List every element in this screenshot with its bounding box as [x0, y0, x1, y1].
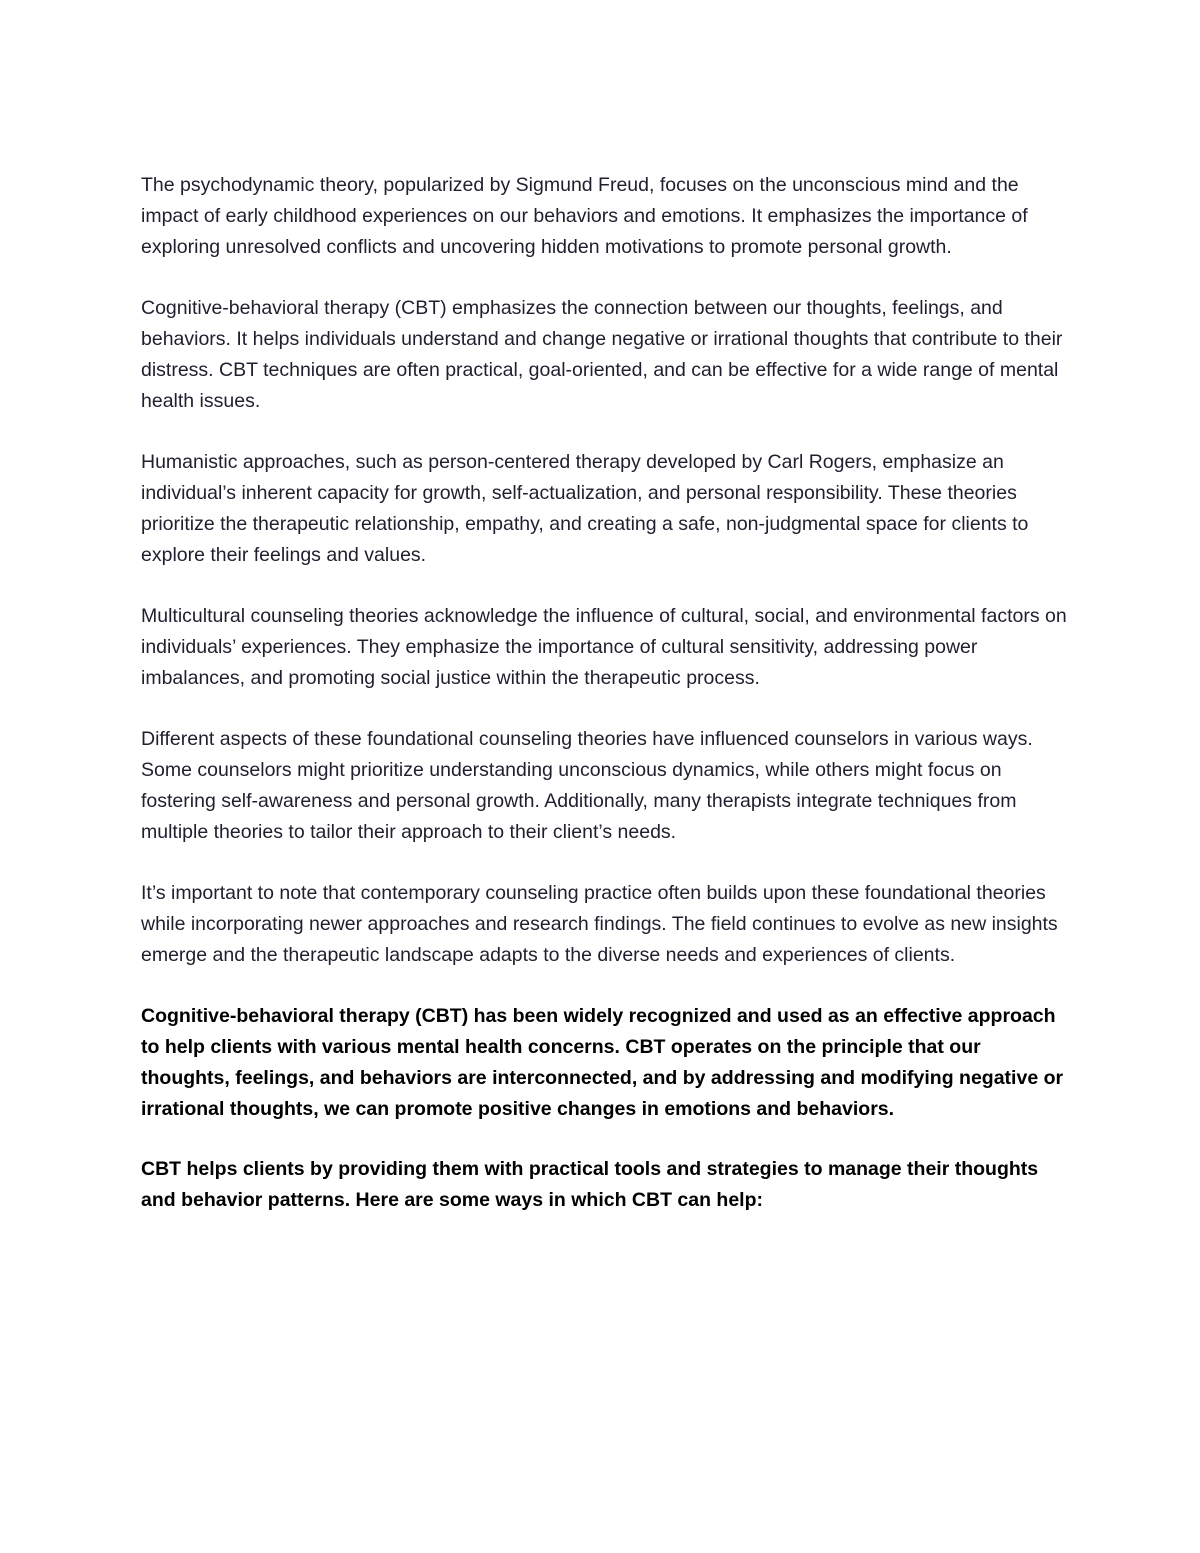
- document-body: [141, 170, 1071, 1245]
- paragraph-humanistic: Humanistic approaches, such as person-centered therapy developed by Carl Rogers, emphasize an individual’s inherent capacity for growth, self-actualization, and personal responsibility. These theories prioritize the therapeutic relationship, empathy, and creating a safe, non-judgmental space for clients to explore their feelings and values.: [141, 451, 1029, 566]
- paragraph-cbt-intro: Cognitive-behavioral therapy (CBT) emphasizes the connection between our thoughts, feelings, and behaviors. It helps individuals understand and change negative or irrational thoughts that contribute to their distress. CBT techniques are often practical, goal-oriented, and can be effective for a wide range of mental health issues.: [141, 297, 1063, 412]
- paragraph-multicultural: Multicultural counseling theories acknowledge the influence of cultural, social, and environmental factors on individuals’ experiences. They emphasize the importance of cultural sensitivity, addressing power imbalances, and promoting social justice within the therapeutic process.: [141, 605, 1067, 689]
- paragraph-contemporary-practice: It’s important to note that contemporary counseling practice often builds upon these foundational theories while incorporating newer approaches and research findings. The field continues to evolve as new insights emerge and the therapeutic landscape adapts to the diverse needs and experiences of clients.: [141, 882, 1058, 966]
- paragraph-different-aspects: Different aspects of these foundational counseling theories have influenced counselors in various ways. Some counselors might prioritize understanding unconscious dynamics, while others might focus on fostering self-awareness and personal growth. Additionally, many therapists integrate techniques from multiple theories to tailor their approach to their client’s needs.: [141, 728, 1033, 843]
- paragraph-cbt-recognized: Cognitive-behavioral therapy (CBT) has been widely recognized and used as an effective approach to help clients with various mental health concerns. CBT operates on the principle that our thoughts, feelings, and behaviors are interconnected, and by addressing and modifying negative or irrational thoughts, we can promote positive changes in emotions and behaviors.: [141, 1005, 1064, 1120]
- paragraph-cbt-helps: CBT helps clients by providing them with practical tools and strategies to manage their thoughts and behavior patterns. Here are some ways in which CBT can help:: [141, 1158, 1039, 1211]
- paragraph-psychodynamic: The psychodynamic theory, popularized by Sigmund Freud, focuses on the unconscious mind and the impact of early childhood experiences on our behaviors and emotions. It emphasizes the importance of exploring unresolved conflicts and uncovering hidden motivations to promote personal growth.: [141, 174, 1028, 258]
